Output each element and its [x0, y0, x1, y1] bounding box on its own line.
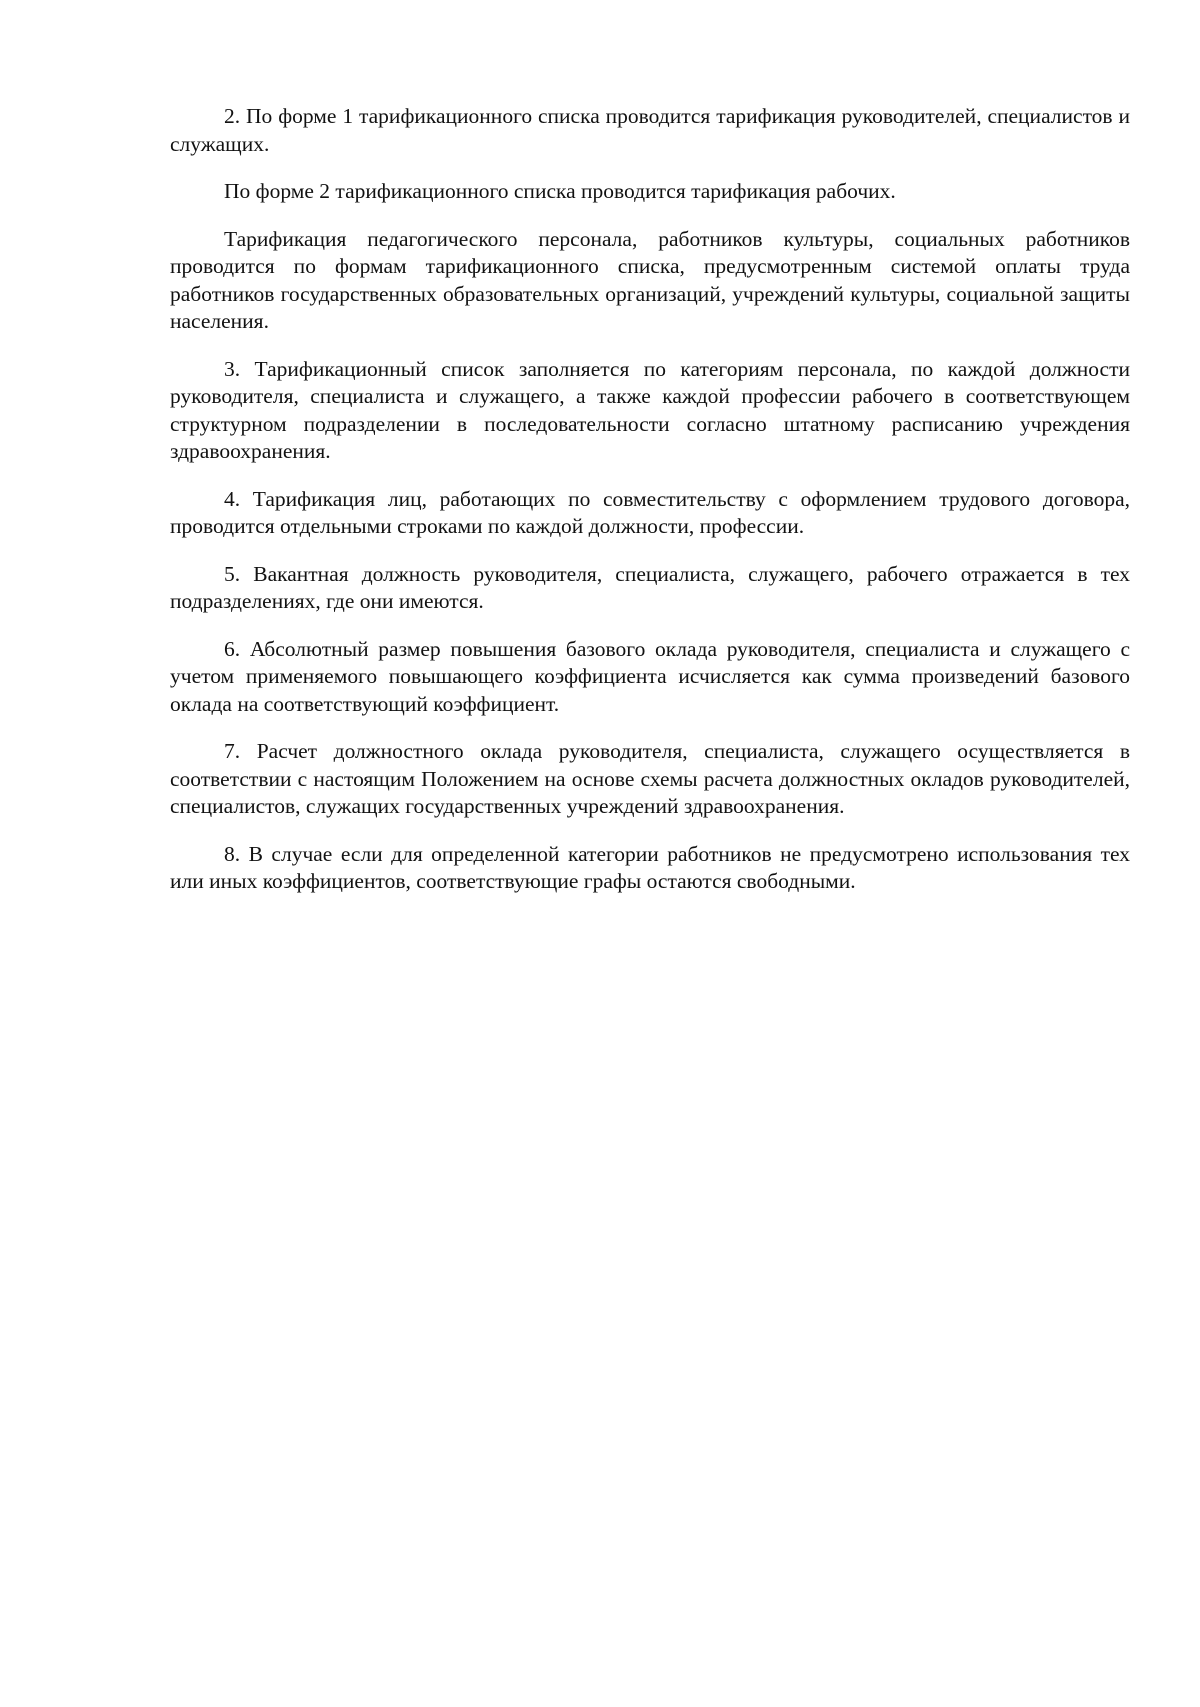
paragraph-2-form-2: По форме 2 тарификационного списка проводится тарификация рабочих. — [224, 179, 896, 203]
paragraph-7: 7. Расчет должностного оклада руководителя, специалиста, служащего осуществляется в соответствии с настоящим Положением на основе схемы расчета должностных окладов руководителей, специалистов, служащих государственных учреждений здравоохранения. — [170, 739, 1130, 818]
paragraph-8: 8. В случае если для определенной категории работников не предусмотрено использования тех или иных коэффициентов, соответствующие графы остаются свободными. — [170, 841, 1130, 893]
paragraph-2-pedagogical: Тарификация педагогического персонала, работников культуры, социальных работников проводится по формам тарификационного списка, предусмотренным системой оплаты труда работников государственных образовательных организаций, учреждений культуры, социальной защиты населения. — [170, 226, 1130, 333]
paragraph-2: 2. По форме 1 тарификационного списка проводится тарификация руководителей, специалистов и служащих. — [170, 104, 1130, 156]
paragraph-6: 6. Абсолютный размер повышения базового оклада руководителя, специалиста и служащего с учетом применяемого повышающего коэффициента исчисляется как сумма произведений базового оклада на соответствующий коэффициент. — [170, 636, 1130, 716]
paragraph-4: 4. Тарификация лиц, работающих по совместительству с оформлением трудового договора, проводится отдельными строками по каждой должности, профессии. — [170, 486, 1130, 538]
document-body — [170, 103, 1130, 916]
paragraph-5: 5. Вакантная должность руководителя, специалиста, служащего, рабочего отражается в тех подразделениях, где они имеются. — [170, 561, 1130, 613]
paragraph-3: 3. Тарификационный список заполняется по категориям персонала, по каждой должности руководителя, специалиста и служащего, а также каждой профессии рабочего в соответствующем структурном подразделении в последовательности согласно штатному расписанию учреждения здравоохранения. — [170, 356, 1130, 463]
